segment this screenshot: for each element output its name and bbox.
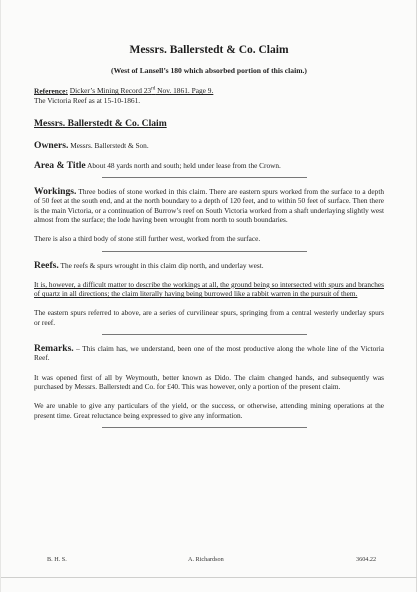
reference-line-2: The Victoria Reef as at 15-10-1861. <box>34 96 141 106</box>
remarks-label: Remarks. <box>34 343 74 355</box>
section-divider <box>102 177 307 178</box>
reference-source-text: Dicker’s Mining Record 23 <box>69 86 152 96</box>
document-body <box>34 44 384 437</box>
document-subtitle: (West of Lansell’s 180 which absorbed portion of this claim.) <box>111 66 307 75</box>
area-paragraph <box>34 161 384 170</box>
footer-right: 3604.22 <box>356 556 377 563</box>
remarks-paragraph-2: It was opened first of all by Weymouth, better known as Dido. The claim changed hands, and subsequently was purchased by Messrs. Ballerstedt and Co. for £40. This was however, only a portion of the present claim. <box>34 372 384 391</box>
owners-text: Messrs. Ballerstedt & Son. <box>70 141 149 151</box>
reefs-paragraph <box>34 261 384 270</box>
workings-label: Workings. <box>34 186 77 198</box>
workings-text: Three bodies of stone worked in this claim. There are eastern spurs worked from the surface to a depth of 50 feet at the south end, and at the north boundary to a depth of 120 feet, and to within 50 feet of surface. Then there is the main Victoria, or a continuation of Burrow’s reef on South Victoria worked from a shaft underlaying slightly west almost from the surface; the lode having been wrought from north to south boundaries. <box>34 187 384 224</box>
section-divider <box>102 427 307 428</box>
area-label: Area & Title <box>34 159 86 171</box>
document-title: Messrs. Ballerstedt & Co. Claim <box>129 44 289 56</box>
owners-paragraph <box>34 141 384 150</box>
remarks-text: – This claim has, we understand, been one of the most productive along the whole line of the Victoria Reef. <box>34 344 384 363</box>
section-divider <box>102 334 307 335</box>
reefs-text: The reefs & spurs wrought in this claim dip north, and underlay west. <box>60 260 264 270</box>
reference-source-sup: rd <box>151 87 156 92</box>
footer-center: A. Richardson <box>188 556 224 563</box>
workings-paragraph <box>34 187 384 224</box>
footer-left: B. H. S. <box>47 556 67 563</box>
reference-block <box>34 85 384 106</box>
area-text: About 48 yards north and south; held under lease from the Crown. <box>87 160 281 170</box>
section-divider <box>102 251 307 252</box>
reference-label: Reference: <box>34 86 68 96</box>
remarks-paragraph-3: We are unable to give any particulars of the yield, or the success, or otherwise, attending mining operations at the present time. Great reluctance being expressed to give any information. <box>34 401 384 420</box>
remarks-paragraph <box>34 344 384 363</box>
reefs-label: Reefs. <box>34 259 59 271</box>
reefs-underlined-paragraph: It is, however, a difficult matter to describe the workings at all, the ground being so intersected with spurs and branches of quartz in all directions; the claim literally having being burrowed like a rabbit warren in the pursuit of them. <box>34 279 384 299</box>
owners-label: Owners. <box>34 140 69 152</box>
reefs-paragraph-2: The eastern spurs referred to above, are a series of curvilinear spurs, springing from a central westerly underlay spurs or reef. <box>34 308 384 327</box>
section-heading: Messrs. Ballerstedt & Co. Claim <box>34 118 167 130</box>
page-bottom-edge <box>1 577 417 578</box>
workings-paragraph-2: There is also a third body of stone still further west, worked from the surface. <box>34 234 261 244</box>
reference-source <box>70 86 214 95</box>
reference-source-text-end: Nov. 1861. Page 9. <box>155 86 214 96</box>
